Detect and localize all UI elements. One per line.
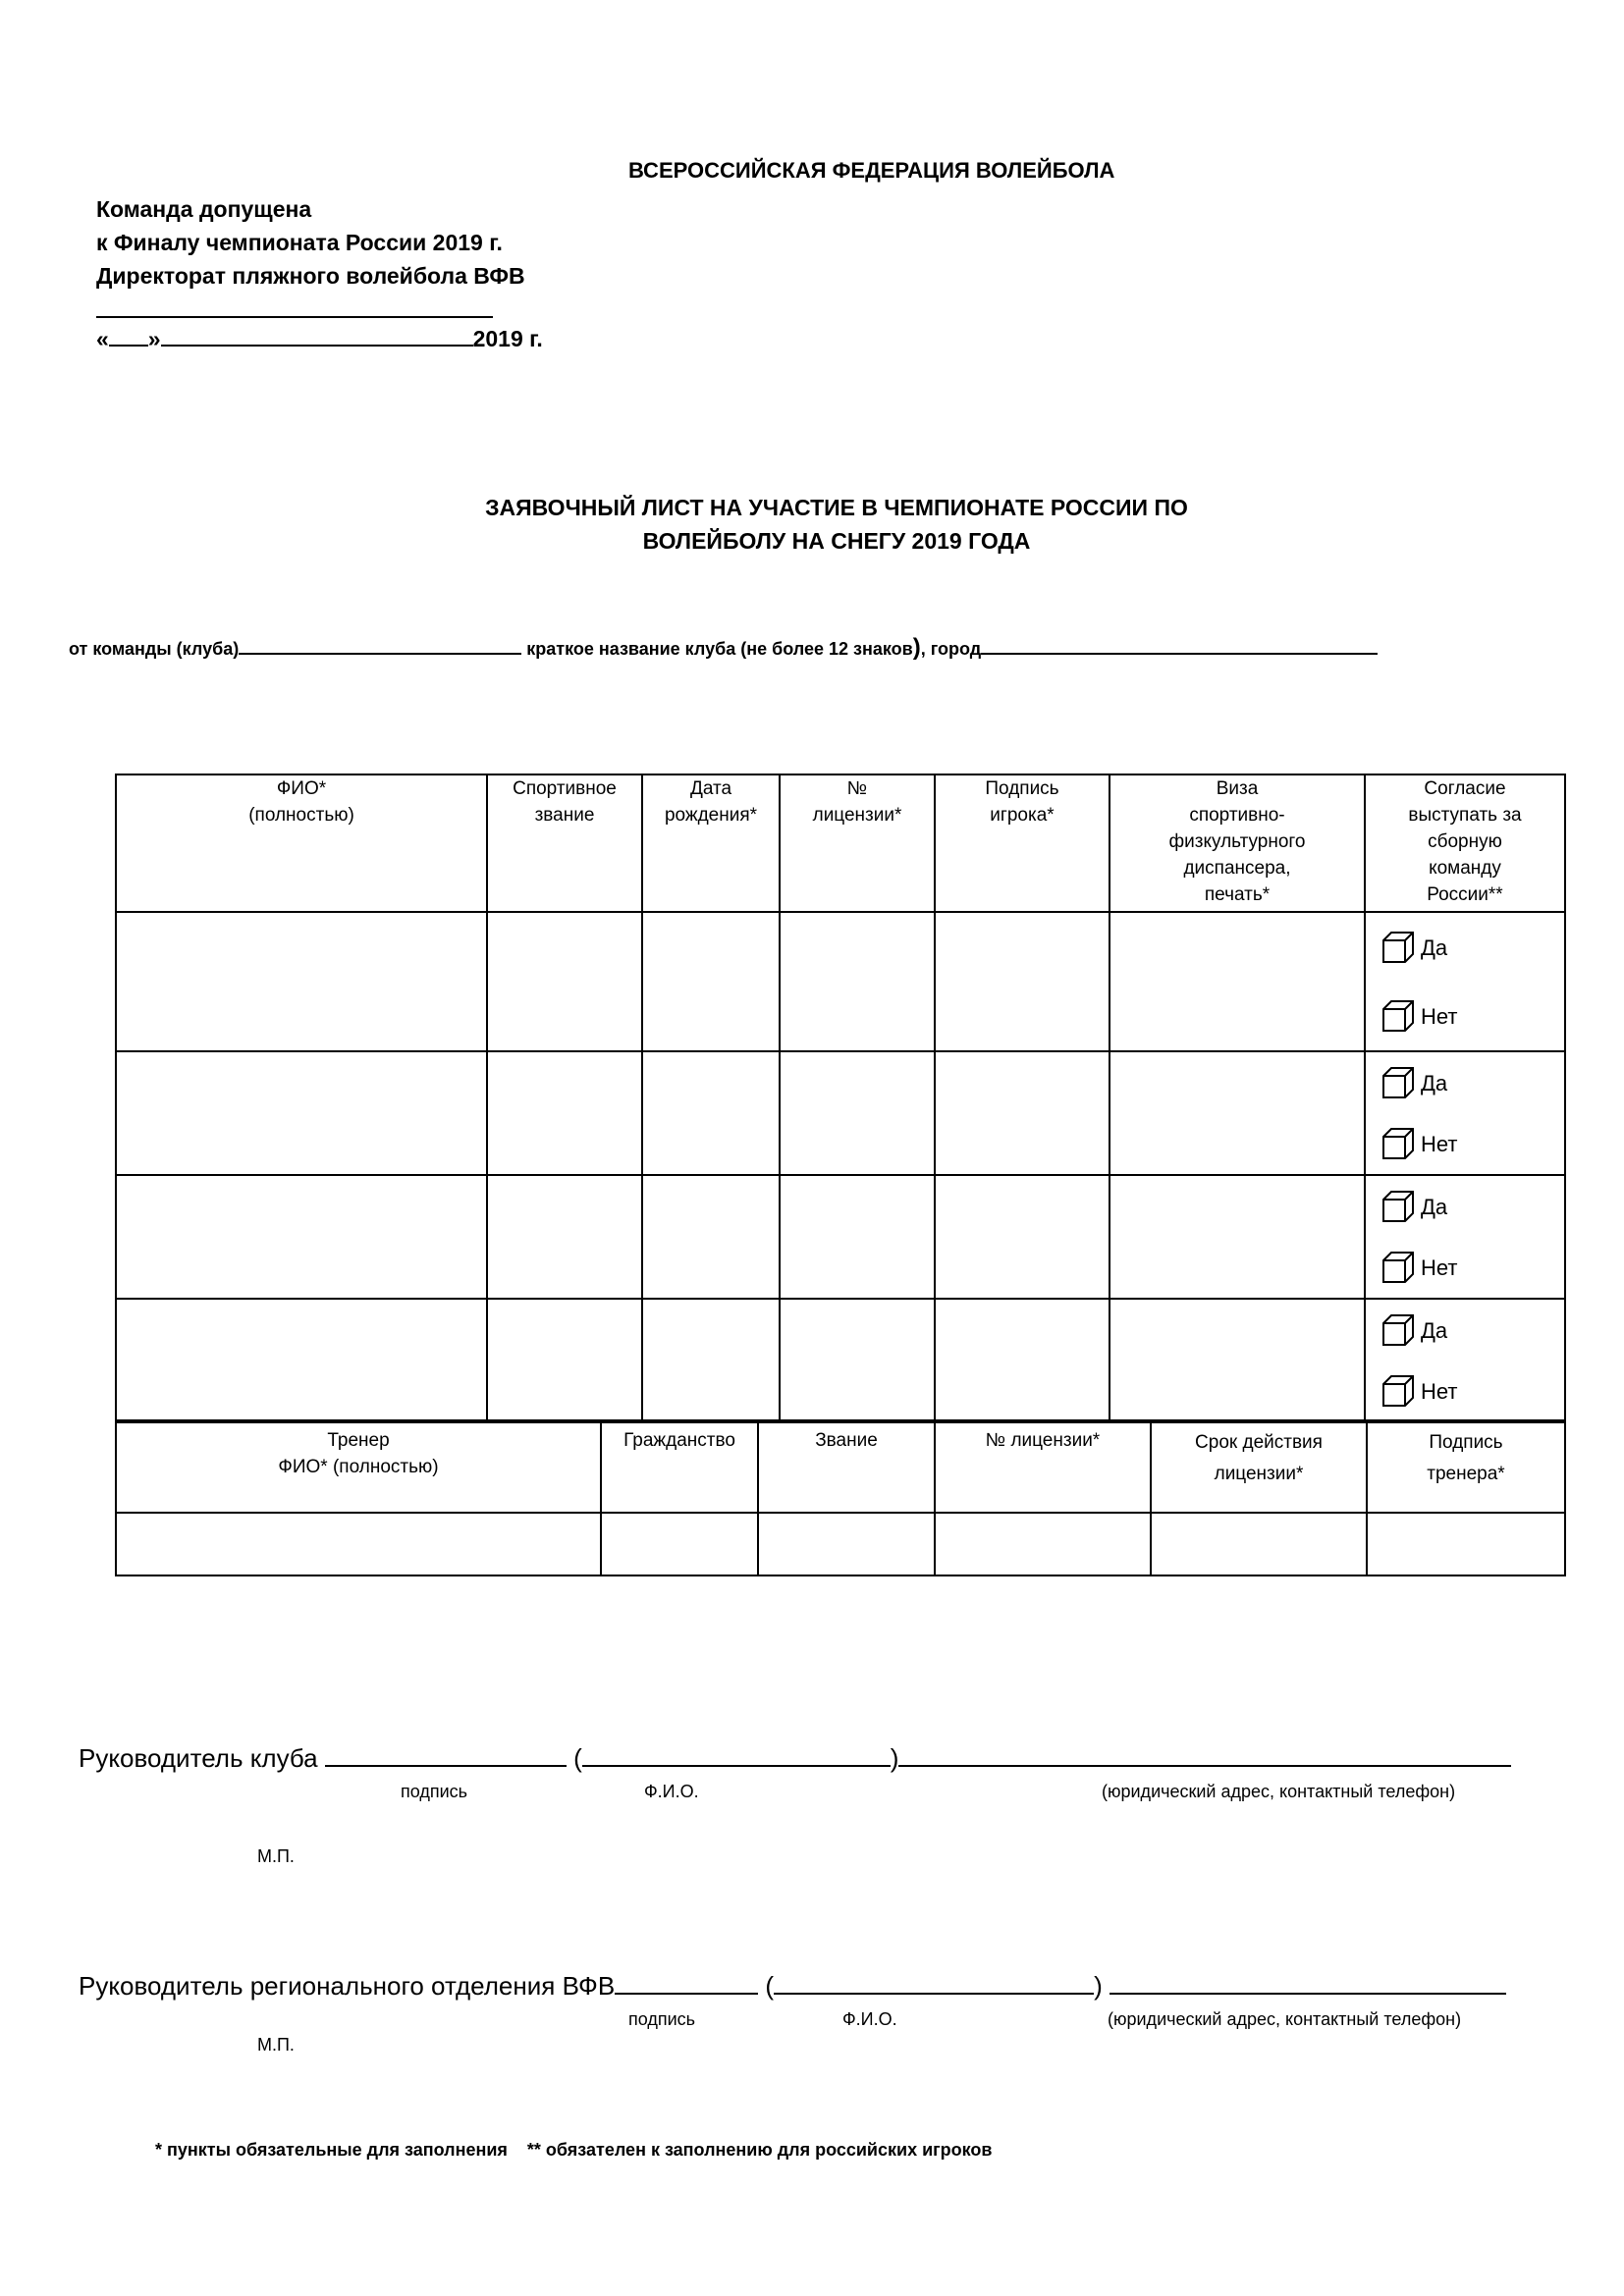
birth-cell[interactable] xyxy=(642,1299,780,1422)
header-coach-rank: Звание xyxy=(758,1420,935,1513)
coach-license-cell[interactable] xyxy=(935,1513,1151,1575)
header-sport-rank: Спортивное звание xyxy=(487,774,642,912)
club-head-name-field[interactable] xyxy=(582,1743,891,1767)
regional-name-caption: Ф.И.О. xyxy=(842,2009,897,2029)
checkbox-cube-icon[interactable] xyxy=(1381,999,1415,1033)
footnote xyxy=(155,2140,992,2161)
yes-label: Да xyxy=(1421,1317,1448,1343)
yes-label: Да xyxy=(1421,1194,1448,1219)
rank-cell[interactable] xyxy=(487,1299,642,1422)
form-title-line-2: ВОЛЕЙБОЛУ НА СНЕГУ 2019 ГОДА xyxy=(642,528,1031,554)
club-head-line xyxy=(79,1741,1532,1775)
consent-no[interactable] xyxy=(1366,1113,1564,1174)
regional-head-address-field[interactable] xyxy=(1110,1971,1506,1995)
signature-cell[interactable] xyxy=(935,1175,1110,1299)
club-address-caption: (юридический адрес, контактный телефон) xyxy=(1102,1782,1456,1801)
consent-cell xyxy=(1365,1175,1565,1299)
consent-yes[interactable] xyxy=(1366,1052,1564,1113)
rank-cell[interactable] xyxy=(487,1175,642,1299)
player-row xyxy=(116,1051,1565,1175)
players-table xyxy=(115,774,1566,1423)
consent-no[interactable] xyxy=(1366,1237,1564,1298)
coach-header-row xyxy=(116,1420,1565,1513)
birth-cell[interactable] xyxy=(642,1051,780,1175)
club-signature-caption: подпись xyxy=(401,1782,468,1801)
admit-line-1: Команда допущена xyxy=(96,196,312,222)
regional-address-caption: (юридический адрес, контактный телефон) xyxy=(1108,2009,1462,2029)
date-open-quote: « xyxy=(96,326,109,351)
header-license-expiry: Срок действия лицензии* xyxy=(1151,1420,1367,1513)
date-month-field[interactable] xyxy=(161,323,473,347)
header-fio: ФИО* (полностью) xyxy=(116,774,487,912)
signature-cell[interactable] xyxy=(935,912,1110,1051)
admit-date-line xyxy=(96,322,607,355)
no-label: Нет xyxy=(1421,1131,1458,1156)
yes-label: Да xyxy=(1421,934,1448,960)
short-name-paren: ) xyxy=(912,634,921,661)
checkbox-cube-icon[interactable] xyxy=(1381,1066,1415,1099)
license-cell[interactable] xyxy=(780,1299,935,1422)
header-medical-visa: Виза спортивно- физкультурного диспансера, печать* xyxy=(1110,774,1365,912)
checkbox-cube-icon[interactable] xyxy=(1381,1190,1415,1223)
club-head-signature-field[interactable] xyxy=(325,1743,567,1767)
club-paren-close: ) xyxy=(890,1743,899,1773)
consent-yes[interactable] xyxy=(1366,913,1564,982)
no-label: Нет xyxy=(1421,1255,1458,1280)
visa-cell[interactable] xyxy=(1110,1051,1365,1175)
consent-no[interactable] xyxy=(1366,982,1564,1050)
coach-rank-cell[interactable] xyxy=(758,1513,935,1575)
regional-paren-close: ) xyxy=(1094,1971,1103,2001)
admit-line-3: Директорат пляжного волейбола ВФВ xyxy=(96,263,525,289)
footnote-russian: ** обязателен к заполнению для российских игроков xyxy=(526,2140,993,2160)
visa-cell[interactable] xyxy=(1110,1175,1365,1299)
admit-block xyxy=(96,192,646,293)
coach-row xyxy=(116,1513,1565,1575)
no-label: Нет xyxy=(1421,1003,1458,1029)
regional-head-name-field[interactable] xyxy=(774,1971,1094,1995)
form-title xyxy=(295,491,1379,558)
regional-head-signature-field[interactable] xyxy=(615,1971,758,1995)
visa-cell[interactable] xyxy=(1110,912,1365,1051)
date-day-field[interactable] xyxy=(109,323,148,347)
player-row xyxy=(116,1175,1565,1299)
club-head-label: Руководитель клуба xyxy=(79,1743,318,1773)
header-birth-date: Дата рождения* xyxy=(642,774,780,912)
team-line xyxy=(69,634,1463,662)
rank-cell[interactable] xyxy=(487,912,642,1051)
coach-fio-cell[interactable] xyxy=(116,1513,601,1575)
city-label: , город xyxy=(920,639,982,659)
regional-signature-caption: подпись xyxy=(628,2009,696,2029)
city-field[interactable] xyxy=(981,637,1378,655)
checkbox-cube-icon[interactable] xyxy=(1381,1374,1415,1408)
yes-label: Да xyxy=(1421,1070,1448,1095)
regional-stamp-label: М.П. xyxy=(257,2035,295,2055)
license-cell[interactable] xyxy=(780,1051,935,1175)
header-national-consent: Согласие выступать за сборную команду России** xyxy=(1365,774,1565,912)
license-cell[interactable] xyxy=(780,1175,935,1299)
license-cell[interactable] xyxy=(780,912,935,1051)
admit-signature-line[interactable] xyxy=(96,316,493,318)
fio-cell[interactable] xyxy=(116,912,487,1051)
consent-cell xyxy=(1365,912,1565,1051)
footnote-required: * пункты обязательные для заполнения xyxy=(155,2140,508,2160)
header-citizenship: Гражданство xyxy=(601,1420,758,1513)
club-name-caption: Ф.И.О. xyxy=(644,1782,699,1801)
header-coach-fio: Тренер ФИО* (полностью) xyxy=(116,1420,601,1513)
expiry-cell[interactable] xyxy=(1151,1513,1367,1575)
fio-cell[interactable] xyxy=(116,1299,487,1422)
club-head-address-field[interactable] xyxy=(898,1743,1511,1767)
date-year: 2019 г. xyxy=(472,326,543,351)
no-label: Нет xyxy=(1421,1378,1458,1404)
regional-paren-open: ( xyxy=(765,1971,775,2001)
club-paren-open: ( xyxy=(573,1743,582,1773)
consent-cell xyxy=(1365,1051,1565,1175)
birth-cell[interactable] xyxy=(642,1175,780,1299)
form-title-line-1: ЗАЯВОЧНЫЙ ЛИСТ НА УЧАСТИЕ В ЧЕМПИОНАТЕ РОССИИ ПО xyxy=(485,495,1188,520)
team-name-field[interactable] xyxy=(239,637,521,655)
consent-no[interactable] xyxy=(1366,1361,1564,1421)
signature-cell[interactable] xyxy=(935,1051,1110,1175)
coach-table xyxy=(115,1419,1566,1576)
consent-cell xyxy=(1365,1299,1565,1422)
visa-cell[interactable] xyxy=(1110,1299,1365,1422)
birth-cell[interactable] xyxy=(642,912,780,1051)
player-row xyxy=(116,1299,1565,1422)
signature-cell[interactable] xyxy=(935,1299,1110,1422)
checkbox-cube-icon[interactable] xyxy=(1381,1127,1415,1160)
regional-head-line xyxy=(79,1969,1532,2002)
consent-yes[interactable] xyxy=(1366,1300,1564,1361)
regional-head-label: Руководитель регионального отделения ВФВ xyxy=(79,1971,616,2001)
federation-title: ВСЕРОССИЙСКАЯ ФЕДЕРАЦИЯ ВОЛЕЙБОЛА xyxy=(628,158,1115,183)
admit-line-2: к Финалу чемпионата России 2019 г. xyxy=(96,230,503,255)
checkbox-cube-icon[interactable] xyxy=(1381,1313,1415,1347)
fio-cell[interactable] xyxy=(116,1051,487,1175)
fio-cell[interactable] xyxy=(116,1175,487,1299)
player-row xyxy=(116,912,1565,1051)
rank-cell[interactable] xyxy=(487,1051,642,1175)
coach-signature-cell[interactable] xyxy=(1367,1513,1565,1575)
consent-yes[interactable] xyxy=(1366,1176,1564,1237)
citizenship-cell[interactable] xyxy=(601,1513,758,1575)
header-player-signature: Подпись игрока* xyxy=(935,774,1110,912)
checkbox-cube-icon[interactable] xyxy=(1381,931,1415,964)
short-name-label: краткое название клуба (не более 12 знаков xyxy=(526,639,913,659)
header-coach-signature: Подпись тренера* xyxy=(1367,1420,1565,1513)
date-close-quote: » xyxy=(147,326,161,351)
checkbox-cube-icon[interactable] xyxy=(1381,1251,1415,1284)
club-stamp-label: М.П. xyxy=(257,1846,295,1866)
header-license: № лицензии* xyxy=(780,774,935,912)
players-header-row xyxy=(116,774,1565,912)
team-label: от команды (клуба) xyxy=(69,639,240,659)
header-coach-license: № лицензии* xyxy=(935,1420,1151,1513)
